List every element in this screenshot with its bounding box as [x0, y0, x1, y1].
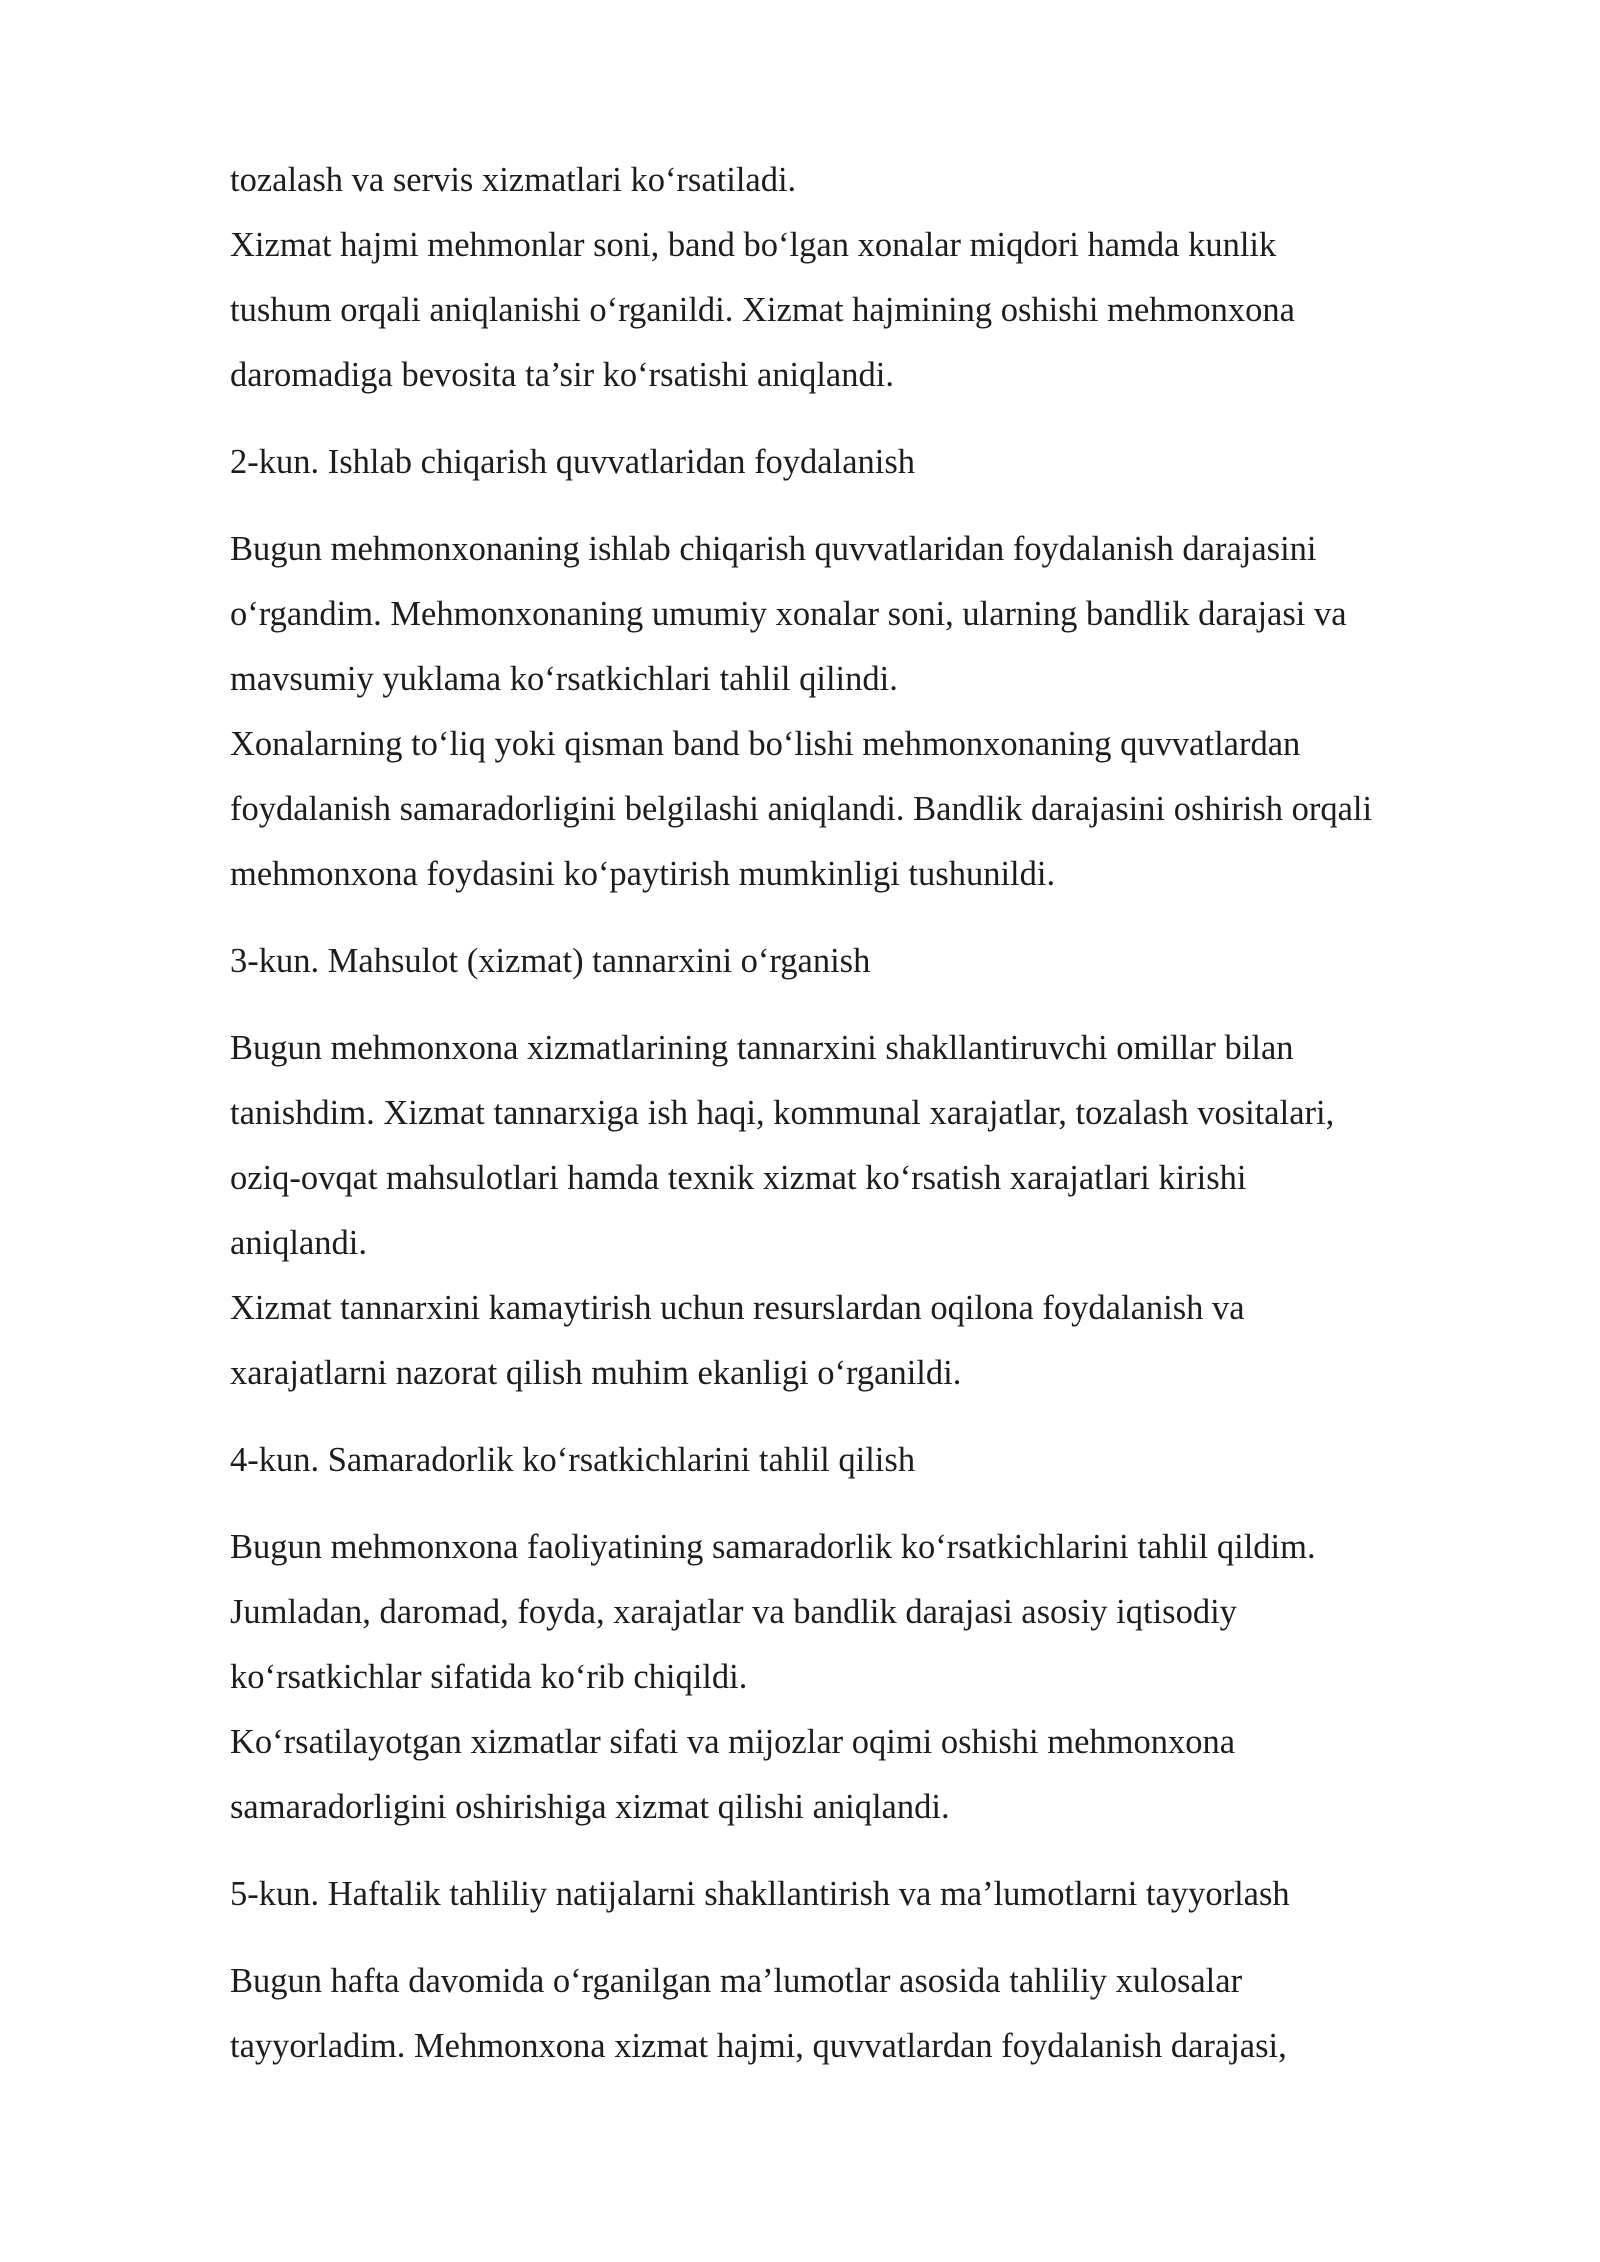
body-text-line: foydalanish samaradorligini belgilashi aniqlandi. Bandlik darajasini oshirish orqali: [230, 790, 1373, 828]
body-text-line: koʻrsatkichlar sifatida koʻrib chiqildi.: [230, 1658, 748, 1696]
body-text-line: Bugun hafta davomida oʻrganilgan ma’lumotlar asosida tahliliy xulosalar: [230, 1962, 1243, 2000]
body-text-line: tayyorladim. Mehmonxona xizmat hajmi, quvvatlardan foydalanish darajasi,: [230, 2027, 1287, 2065]
body-text-line: tanishdim. Xizmat tannarxiga ish haqi, kommunal xarajatlar, tozalash vositalari,: [230, 1094, 1335, 1132]
body-text-line: Xizmat hajmi mehmonlar soni, band boʻlgan xonalar miqdori hamda kunlik: [230, 226, 1277, 264]
body-text-line: tushum orqali aniqlanishi oʻrganildi. Xizmat hajmining oshishi mehmonxona: [230, 291, 1295, 329]
document-body: [230, 148, 1500, 2079]
day-3-heading: 3-kun. Mahsulot (xizmat) tannarxini oʻrganish: [230, 942, 871, 980]
body-text-line: Bugun mehmonxona xizmatlarining tannarxini shakllantiruvchi omillar bilan: [230, 1029, 1294, 1067]
body-text-line: daromadiga bevosita ta’sir koʻrsatishi aniqlandi.: [230, 356, 894, 394]
day-4-heading: 4-kun. Samaradorlik koʻrsatkichlarini tahlil qilish: [230, 1441, 916, 1479]
body-text-line: Xizmat tannarxini kamaytirish uchun resurslardan oqilona foydalanish va: [230, 1289, 1245, 1327]
day-2-heading: 2-kun. Ishlab chiqarish quvvatlaridan foydalanish: [230, 443, 916, 481]
body-text-line: oʻrgandim. Mehmonxonaning umumiy xonalar soni, ularning bandlik darajasi va: [230, 595, 1347, 633]
body-text-line: aniqlandi.: [230, 1224, 368, 1262]
body-text-line: tozalash va servis xizmatlari koʻrsatiladi.: [230, 161, 797, 199]
body-text-line: mavsumiy yuklama koʻrsatkichlari tahlil qilindi.: [230, 660, 898, 698]
day-5-heading: 5-kun. Haftalik tahliliy natijalarni shakllantirish va ma’lumotlarni tayyorlash: [230, 1875, 1290, 1913]
body-text-line: Xonalarning toʻliq yoki qisman band boʻlishi mehmonxonaning quvvatlardan: [230, 725, 1301, 763]
body-text-line: mehmonxona foydasini koʻpaytirish mumkinligi tushunildi.: [230, 855, 1056, 893]
body-text-line: xarajatlarni nazorat qilish muhim ekanligi oʻrganildi.: [230, 1354, 962, 1392]
body-text-line: Jumladan, daromad, foyda, xarajatlar va bandlik darajasi asosiy iqtisodiy: [230, 1593, 1237, 1631]
body-text-line: samaradorligini oshirishiga xizmat qilishi aniqlandi.: [230, 1788, 950, 1826]
body-text-line: Bugun mehmonxonaning ishlab chiqarish quvvatlaridan foydalanish darajasini: [230, 530, 1317, 568]
body-text-line: oziq-ovqat mahsulotlari hamda texnik xizmat koʻrsatish xarajatlari kirishi: [230, 1159, 1247, 1197]
body-text-line: Koʻrsatilayotgan xizmatlar sifati va mijozlar oqimi oshishi mehmonxona: [230, 1723, 1236, 1761]
body-text-line: Bugun mehmonxona faoliyatining samaradorlik koʻrsatkichlarini tahlil qildim.: [230, 1528, 1316, 1566]
